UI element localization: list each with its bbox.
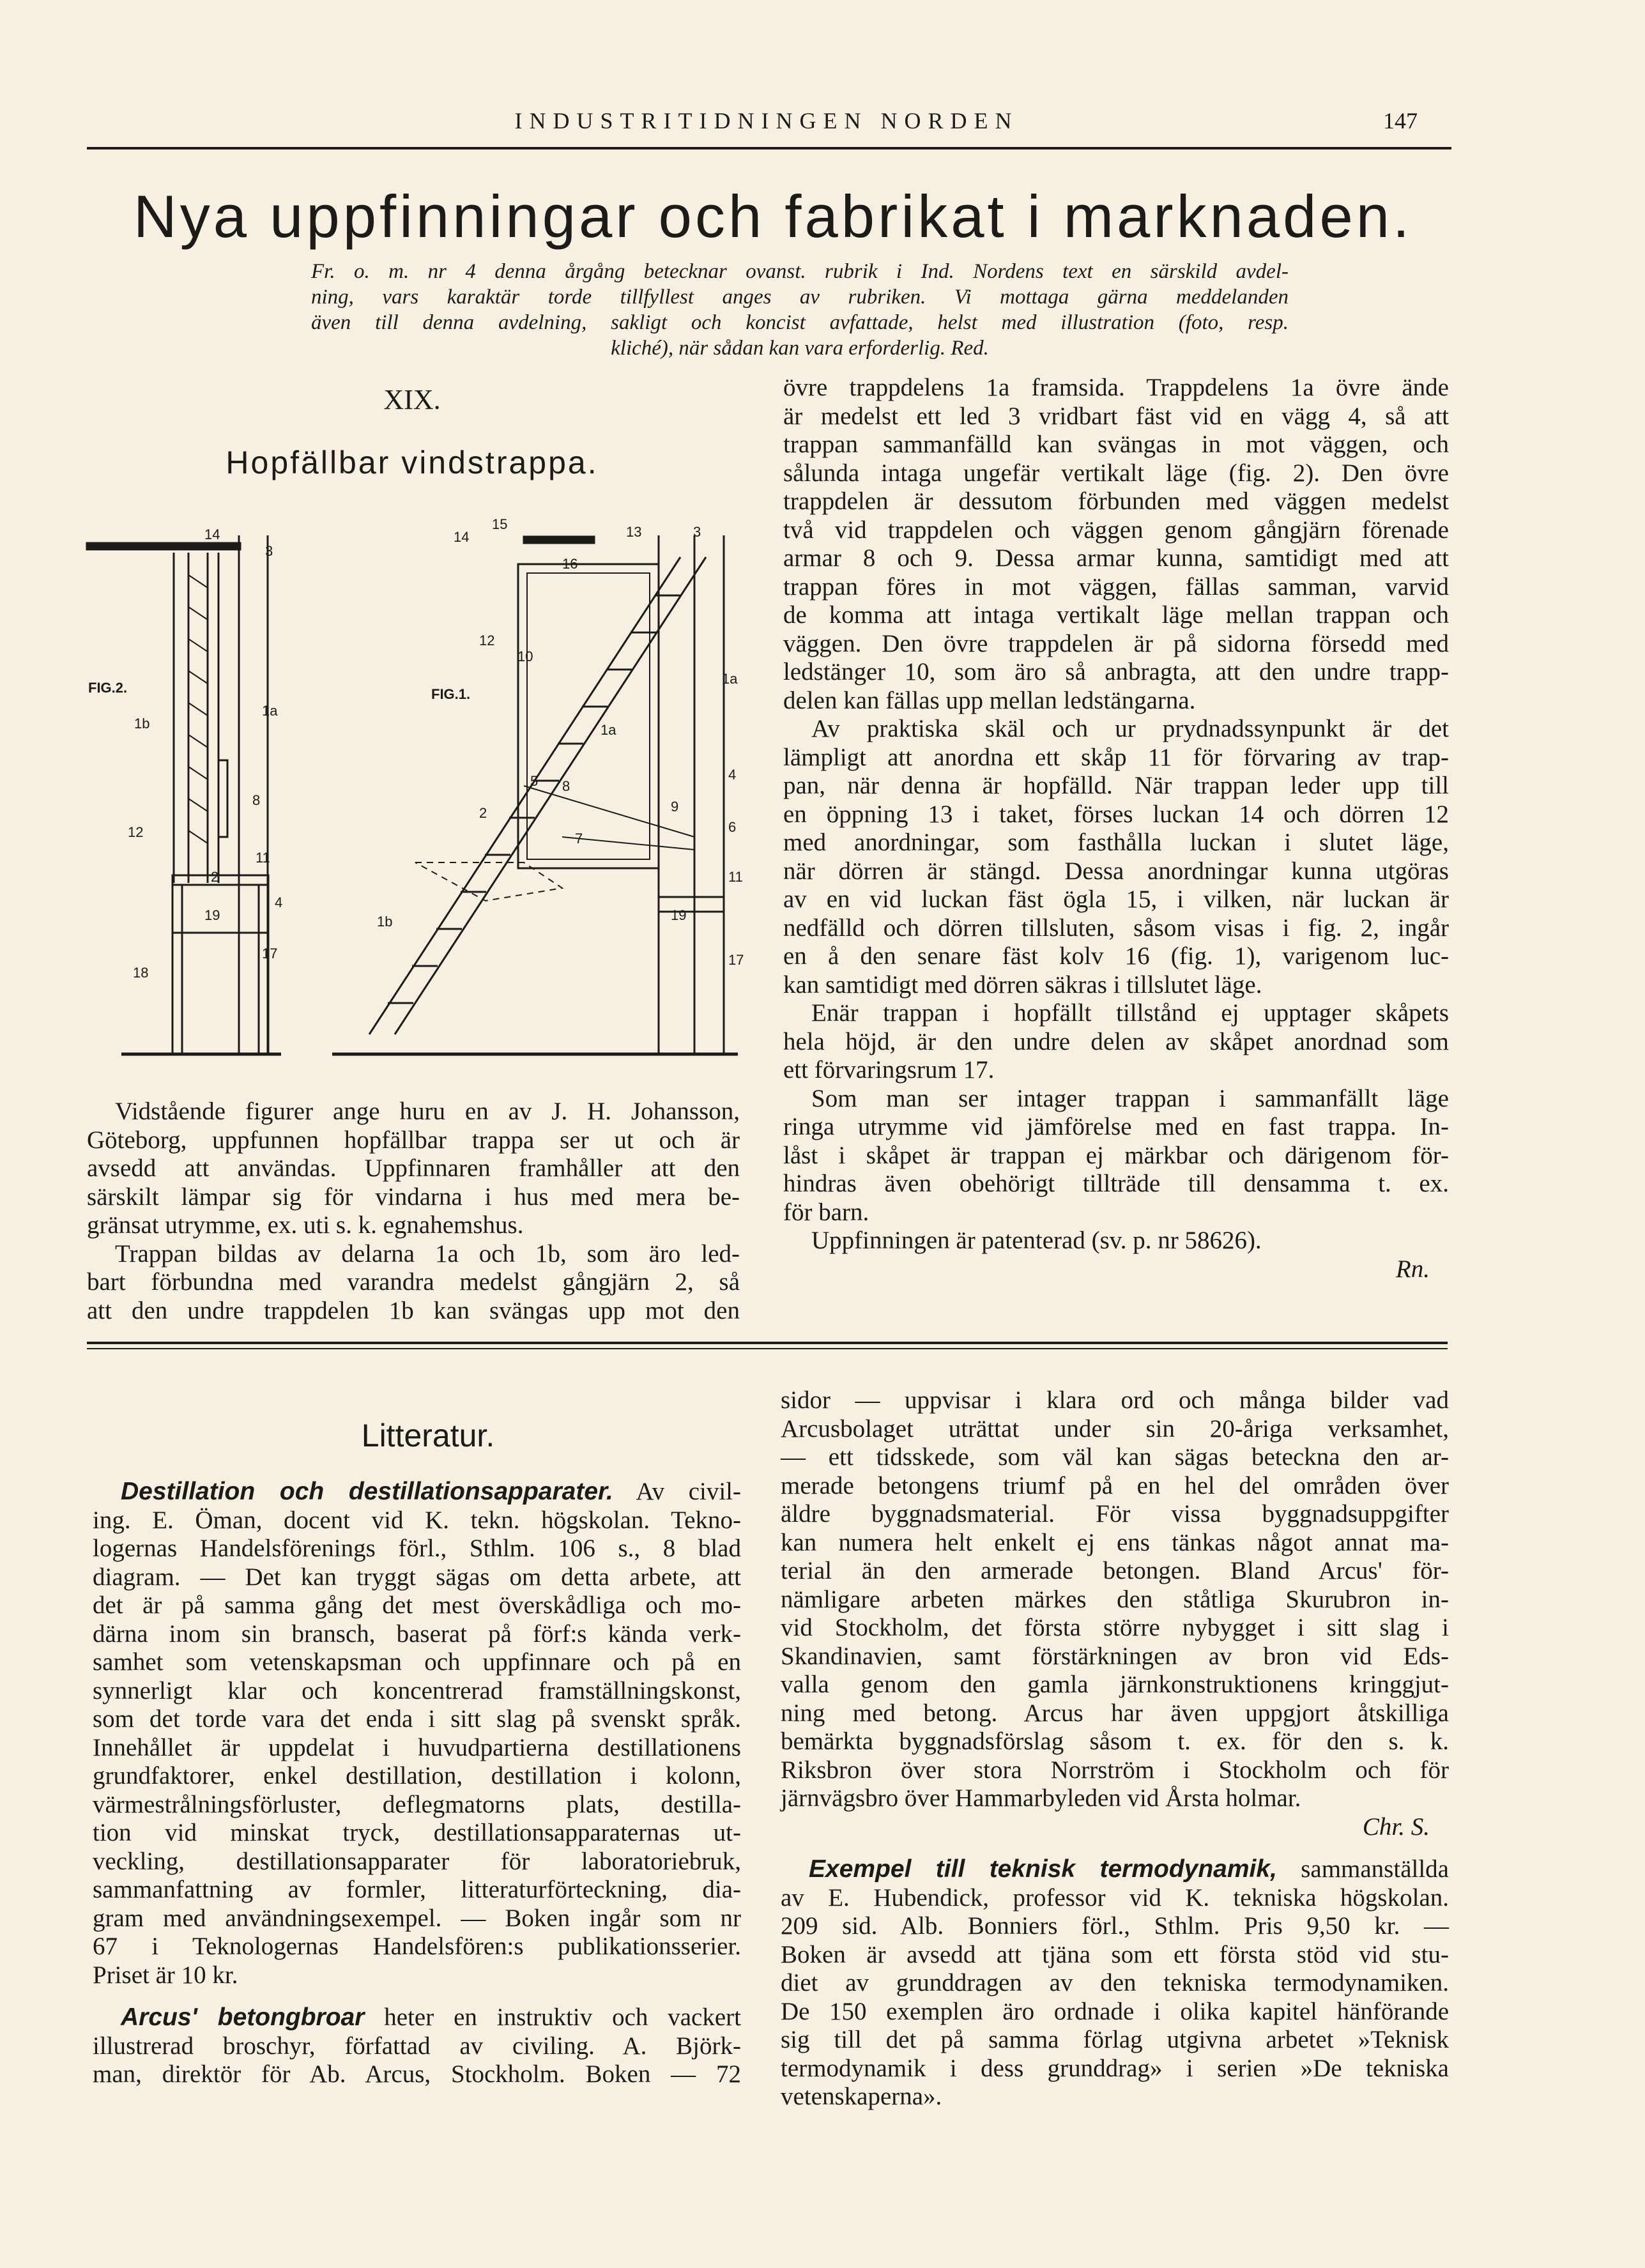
article-number: XIX. (383, 384, 441, 415)
label: 8 (252, 792, 261, 808)
text-line: armar 8 och 9. Dessa armar kunna, samtidigt med att (783, 544, 1449, 572)
entry-text: heter en instruktiv och vackert (364, 2004, 742, 2031)
text-line: som det torde vara det enda i sitt slag på svenskt språk. (93, 1705, 741, 1733)
label: 3 (693, 524, 701, 540)
text-line: trappdelen är dessutom förbunden med väggen medelst (783, 487, 1449, 515)
text-line: diet av grunddragen av den tekniska termodynamiken. (781, 1969, 1449, 1996)
text-line: hindras även obehörigt tillträde till densamma t. ex. (783, 1170, 1449, 1197)
label: 16 (562, 556, 578, 572)
text-line: samhet som vetenskapsman och uppfinnare och på en (93, 1648, 741, 1676)
label: 2 (479, 805, 487, 821)
text-line: ning med betong. Arcus har även uppgjort åtskilliga (781, 1699, 1449, 1727)
label: 1a (262, 703, 278, 719)
text-line: kan numera helt enkelt ej ens tänkas något annat ma- (781, 1528, 1449, 1556)
intro-line: ning, vars karaktär torde tillfyllest anges av rubriken. Vi mottaga gärna meddelanden (311, 286, 1289, 309)
journal-header: INDUSTRITIDNINGEN NORDEN (514, 108, 1019, 134)
label: 11 (256, 850, 270, 866)
label: 17 (262, 946, 278, 962)
text-line: valla genom den gamla järnkonstruktionens kringgjut- (781, 1671, 1449, 1698)
text-line: vetenskaperna». (781, 2083, 942, 2110)
text-line: merade betongens triumf på en hel del områden över (781, 1471, 1449, 1499)
paragraph (781, 1855, 1449, 2111)
text-line: avsedd att användas. Uppfinnaren framhåller att den (87, 1154, 740, 1182)
text-line: att den undre trappdelen 1b kan svängas upp mot den (87, 1296, 740, 1324)
text-line: nämligare arbeten märkes den ståtliga Skurubron in- (781, 1585, 1449, 1613)
figure-2-drawing (87, 535, 268, 1054)
text-line: termodynamik i dess grunddrag» i serien »De tekniska (781, 2054, 1449, 2082)
paragraph (783, 999, 1449, 1085)
text-line: sammanfattning av formler, litteraturförteckning, dia- (93, 1876, 741, 1903)
literature-right-column (781, 1386, 1449, 2111)
text-line: låst i skåpet är trappan ej märkbar och därigenom för- (783, 1141, 1449, 1169)
text-line: veckling, destillationsapparater för laboratoriebruk, (93, 1847, 741, 1875)
article-left-column (87, 1098, 740, 1325)
label: 4 (275, 894, 283, 910)
label: 5 (530, 773, 539, 789)
page-number: 147 (1383, 108, 1418, 134)
paragraph (87, 1098, 740, 1240)
text-line: illustrerad broschyr, författad av civiling. A. Björk- (93, 2032, 741, 2060)
text-line: ett förvaringsrum 17. (783, 1056, 995, 1084)
text-line: de komma att intaga vertikalt läge mellan trappan och (783, 601, 1449, 629)
entry-text: sammanställda (1276, 1855, 1449, 1883)
text-line: Göteborg, uppfunnen hopfällbar trappa ser ut och är (87, 1126, 740, 1154)
paragraph (783, 1085, 1449, 1227)
text-line: synnerligt klar och koncentrerad framställningskonst, (93, 1676, 741, 1705)
text-line (93, 2004, 741, 2032)
label: 18 (133, 965, 149, 981)
text-line: ledstänger 10, som äro så anbragta, att den undre trapp- (783, 658, 1449, 686)
label: 12 (479, 632, 495, 648)
intro-line: kliché), när sådan kan vara erforderlig. Red. (611, 337, 989, 360)
text-line: ing. E. Öman, docent vid K. tekn. högskolan. Tekno- (93, 1506, 741, 1534)
text-line: Arcusbolaget uträttat under sin 20-åriga verksamhet, (781, 1414, 1449, 1443)
literature-left-column (93, 1478, 741, 2089)
text-line: med anordningar, som fasthålla luckan i slutet läge, (783, 829, 1449, 856)
text-line: när dörren är stängd. Dessa anordningar kunna utgöras (783, 857, 1449, 885)
entry-title: Destillation och destillationsapparater. (121, 1478, 613, 1505)
text-line: pan, när denna är hopfälld. När trappan leder upp till (783, 772, 1449, 799)
text-line: Skandinavien, samt förstärkningen av bron vid Eds- (781, 1642, 1449, 1670)
paragraph (783, 1227, 1449, 1255)
text-line: tion vid minskat tryck, destillationsapparaternas ut- (93, 1819, 741, 1846)
label: 1a (722, 671, 738, 687)
text-line: vid Stockholm, det första större nybygget i sitt slag i (781, 1614, 1449, 1641)
text-line: värmestrålningsförluster, deflegmatorns plats, destilla- (93, 1790, 741, 1818)
paragraph (783, 374, 1449, 715)
text-line: terial än den armerade betongen. Bland Arcus' för- (781, 1557, 1449, 1584)
paragraph (93, 1478, 741, 1989)
text-line: kan samtidigt med dörren säkras i tillslutet läge. (783, 970, 1262, 999)
text-line: därna inom sin bransch, baserat på förf:s kända verk- (93, 1620, 741, 1648)
text-line: Uppfinningen är patenterad (sv. p. nr 58626). (811, 1227, 1262, 1254)
text-line: för barn. (783, 1198, 869, 1226)
text-line: bemärkta byggnadsförslag såsom t. ex. för den s. k. (781, 1728, 1449, 1755)
text-line: övre trappdelens 1a framsida. Trappdelens 1a övre ände (783, 374, 1449, 401)
label: 8 (562, 778, 570, 794)
text-line: av E. Hubendick, professor vid K. tekniska högskolan. (781, 1883, 1449, 1912)
label: 9 (671, 799, 679, 815)
entry-title: Arcus' betongbroar (121, 2004, 365, 2031)
text-line: det är på samma gång det mest överskådliga och mo- (93, 1591, 741, 1619)
text-line: Riksbron över stora Norrström i Stockholm och för (781, 1756, 1449, 1784)
text-line: delen kan fällas upp mellan ledstängarna. (783, 686, 1196, 714)
label: 10 (517, 648, 533, 664)
editorial-intro (311, 259, 1289, 361)
text-line: gram med användningsexempel. — Boken ingår som nr (93, 1904, 741, 1932)
text-line: Priset är 10 kr. (93, 1961, 238, 1989)
text-line: bart förbundna med varandra medelst gångjärn 2, så (87, 1268, 740, 1296)
text-line: järnvägsbro över Hammarbyleden vid Årsta holmar. (781, 1784, 1301, 1812)
text-line: särskilt lämpar sig för vindarna i hus med mera be- (87, 1183, 740, 1211)
label: 1b (134, 716, 150, 732)
text-line: gränsat utrymme, ex. uti s. k. egnahemshus. (87, 1211, 524, 1239)
text-line: sig till det på samma förlag utgivna arbetet »Teknisk (781, 2026, 1449, 2053)
label: 14 (204, 526, 220, 542)
section-divider-bottom (87, 1348, 1448, 1349)
text-line: Av praktiska skäl och ur prydnadssynpunkt är det (811, 715, 1449, 742)
text-line: sidor — uppvisar i klara ord och många bilder vad (781, 1386, 1449, 1414)
text-line (93, 1478, 741, 1506)
text-line: en å den senare fäst kolv 16 (fig. 1), varigenom luc- (783, 942, 1449, 970)
figure-1-drawing (369, 535, 724, 1054)
literature-heading: Litteratur. (361, 1418, 495, 1453)
text-line: Trappan bildas av delarna 1a och 1b, som äro led- (115, 1239, 740, 1268)
text-line: ringa utrymme vid jämförelse med en fast trappa. In- (783, 1113, 1449, 1140)
text-line: trappan föres in mot väggen, fällas samman, varvid (783, 572, 1449, 601)
label: 1a (601, 722, 616, 738)
text-line: De 150 exemplen äro ordnade i olika kapitel hänförande (781, 1997, 1449, 2025)
entry-title: Exempel till teknisk termodynamik, (809, 1855, 1277, 1883)
text-line: Enär trappan i hopfällt tillstånd ej upptager skåpets (811, 999, 1449, 1027)
text-line: en öppning 13 i taket, förses luckan 14 och dörren 12 (783, 800, 1449, 828)
article-right-column (783, 374, 1449, 1283)
text-line: grundfaktorer, enkel destillation, destillation i kolonn, (93, 1762, 741, 1789)
text-line: hela höjd, är den undre delen av skåpet anordnad som (783, 1027, 1449, 1055)
paragraph (93, 2004, 741, 2089)
label: 12 (128, 824, 144, 840)
section-divider-top (87, 1342, 1448, 1344)
text-line: Vidstående figurer ange huru en av J. H. Johansson, (115, 1098, 740, 1125)
text-line: väggen. Den övre trappdelen är på sidorna försedd med (783, 629, 1449, 657)
text-line: Som man ser intager trappan i sammanfällt läge (811, 1084, 1449, 1112)
text-line: logernas Handelsförenings förl., Sthlm. 106 s., 8 blad (93, 1535, 741, 1562)
page-title: Nya uppfinningar och fabrikat i marknaden. (133, 183, 1413, 250)
text-line: trappan sammanfälld kan svängas in mot väggen, och (783, 431, 1449, 458)
text-line: 67 i Teknologernas Handelsfören:s publikationsserier. (93, 1933, 741, 1960)
intro-line: Fr. o. m. nr 4 denna årgång betecknar ovanst. rubrik i Ind. Nordens text en särskild avdel- (311, 260, 1289, 283)
text-line: 209 sid. Alb. Bonniers förl., Sthlm. Pris 9,50 kr. — (781, 1912, 1449, 1940)
signature: Rn. (1395, 1255, 1430, 1283)
label: 6 (728, 819, 737, 835)
label: 14 (454, 529, 470, 545)
text-line: Boken är avsedd att tjäna som ett första stöd vid stu- (781, 1940, 1449, 1968)
text-line: två vid trappdelen och väggen genom gångjärn förenade (783, 516, 1449, 544)
header-rule (87, 147, 1451, 149)
label: 1b (377, 914, 393, 930)
text-line: äldre byggnadsmaterial. För vissa byggnadsuppgifter (781, 1500, 1449, 1528)
paragraph (783, 715, 1449, 999)
label: 2 (211, 869, 219, 885)
paragraph (87, 1240, 740, 1326)
label: 3 (265, 543, 273, 559)
text-line: diagram. — Det kan tryggt sägas om detta arbete, att (93, 1563, 741, 1591)
article-title: Hopfällbar vindstrappa. (226, 445, 599, 480)
signature: Chr. S. (1362, 1812, 1430, 1841)
text-line: av en vid luckan fäst ögla 15, i vilken, när luckan är (783, 885, 1449, 913)
label: 13 (626, 524, 642, 540)
label: 4 (728, 767, 737, 783)
text-line (781, 1855, 1449, 1884)
label: 7 (575, 831, 583, 847)
text-line: lämpligt att anordna ett skåp 11 för förvaring av trap- (783, 743, 1449, 771)
intro-line: även till denna avdelning, sakligt och koncist avfattade, helst med illustration (foto, resp. (311, 311, 1289, 334)
text-line: är medelst ett led 3 vridbart fäst vid en vägg 4, så att (783, 402, 1449, 430)
staircase-figures (77, 517, 747, 1067)
label: 19 (671, 907, 687, 923)
text-line: man, direktör för Ab. Arcus, Stockholm. Boken — 72 (93, 2060, 741, 2088)
fig1-caption: FIG.1. (431, 686, 471, 702)
label: 11 (728, 869, 743, 885)
label: 19 (204, 907, 220, 923)
fig2-caption: FIG.2. (88, 680, 128, 696)
text-line: Innehållet är uppdelat i huvudpartierna destillationens (93, 1733, 741, 1761)
paragraph (781, 1386, 1449, 1813)
label: 17 (728, 952, 744, 968)
entry-text: Av civil- (613, 1478, 741, 1505)
text-line: nedfälld och dörren tillsluten, såsom visas i fig. 2, ingår (783, 914, 1449, 942)
text-line: sålunda intaga ungefär vertikalt läge (fig. 2). Den övre (783, 459, 1449, 487)
label: 15 (492, 517, 508, 532)
text-line: — ett tidsskede, som väl kan sägas beteckna den ar- (781, 1443, 1449, 1471)
